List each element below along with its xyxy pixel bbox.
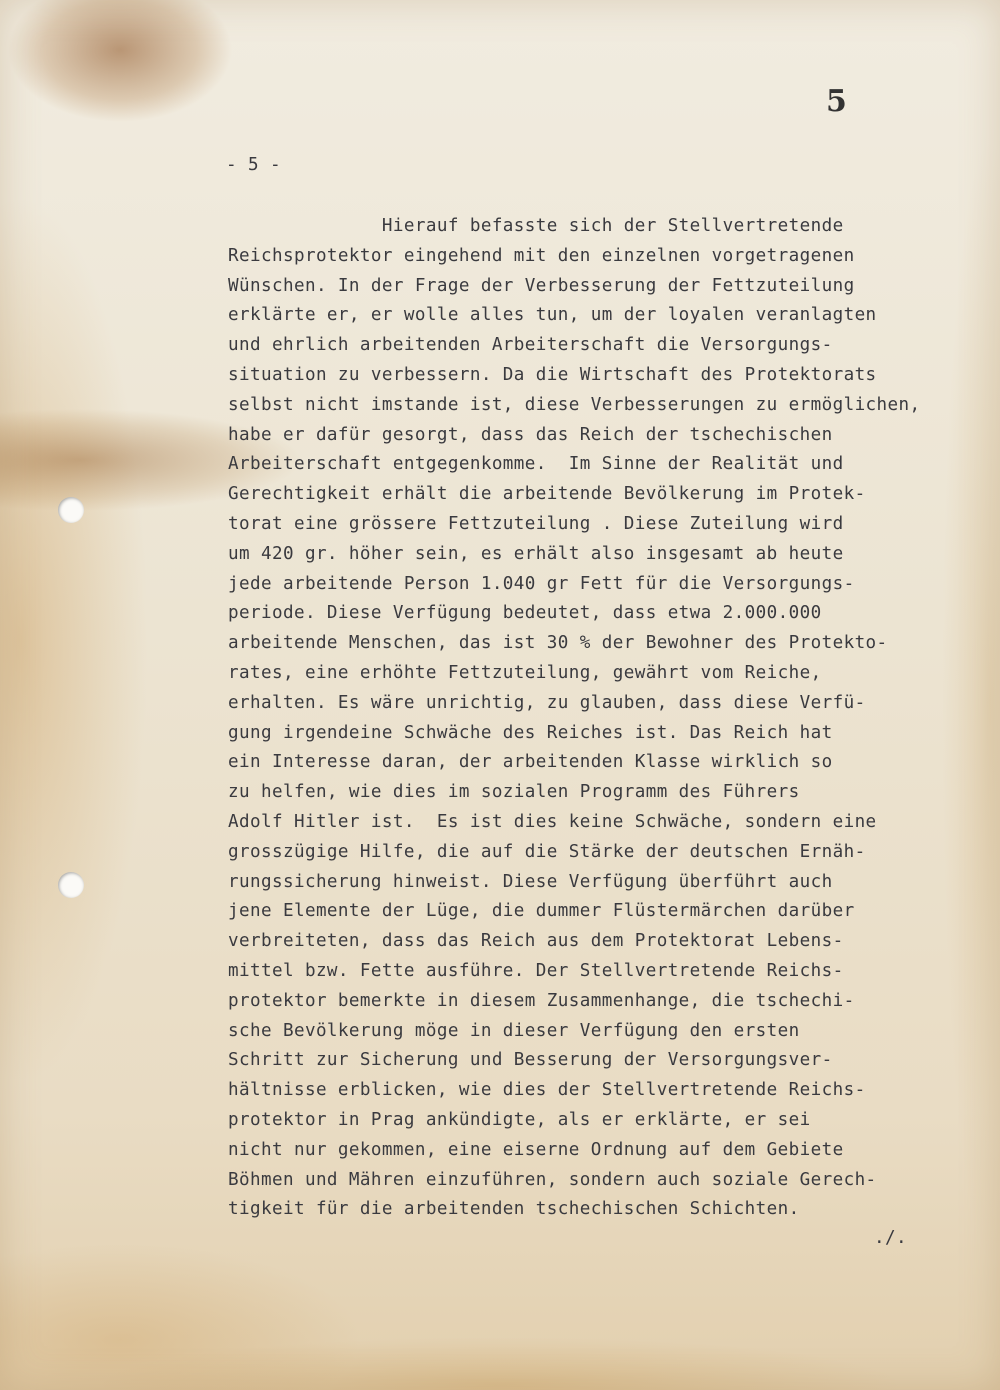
text-line: gung irgendeine Schwäche des Reiches ist. Das Reich hat bbox=[228, 722, 833, 743]
text-line: grosszügige Hilfe, die auf die Stärke der deutschen Ernäh- bbox=[228, 841, 866, 862]
text-line: erhalten. Es wäre unrichtig, zu glauben, dass diese Verfü- bbox=[228, 692, 866, 713]
text-line: torat eine grössere Fettzuteilung . Diese Zuteilung wird bbox=[228, 513, 844, 534]
text-line: sche Bevölkerung möge in dieser Verfügung den ersten bbox=[228, 1020, 800, 1041]
text-line: jede arbeitende Person 1.040 gr Fett für die Versorgungs- bbox=[228, 573, 855, 594]
text-line: nicht nur gekommen, eine eiserne Ordnung auf dem Gebiete bbox=[228, 1139, 844, 1160]
text-line: erklärte er, er wolle alles tun, um der loyalen veranlagten bbox=[228, 305, 877, 326]
text-line: Arbeiterschaft entgegenkomme. Im Sinne der Realität und bbox=[228, 454, 844, 475]
text-line: verbreiteten, dass das Reich aus dem Protektorat Lebens- bbox=[228, 931, 844, 952]
text-line: Reichsprotektor eingehend mit den einzelnen vorgetragenen bbox=[228, 245, 855, 266]
text-line: hältnisse erblicken, wie dies der Stellvertretende Reichs- bbox=[228, 1080, 866, 1101]
text-line: situation zu verbessern. Da die Wirtschaft des Protektorats bbox=[228, 364, 877, 385]
typed-body-text bbox=[228, 212, 921, 1225]
text-line: und ehrlich arbeitenden Arbeiterschaft die Versorgungs- bbox=[228, 335, 833, 356]
text-line: tigkeit für die arbeitenden tschechischen Schichten. bbox=[228, 1199, 800, 1220]
text-line: habe er dafür gesorgt, dass das Reich der tschechischen bbox=[228, 424, 833, 445]
page-marker: - 5 - bbox=[226, 155, 281, 175]
text-line: periode. Diese Verfügung bedeutet, dass etwa 2.000.000 bbox=[228, 603, 822, 624]
punch-hole-top bbox=[58, 497, 84, 523]
punch-hole-bottom bbox=[58, 872, 84, 898]
text-line: zu helfen, wie dies im sozialen Programm des Führers bbox=[228, 782, 800, 803]
text-line: jene Elemente der Lüge, die dummer Flüstermärchen darüber bbox=[228, 901, 855, 922]
text-line: ein Interesse daran, der arbeitenden Klasse wirklich so bbox=[228, 752, 833, 773]
text-line: selbst nicht imstande ist, diese Verbesserungen zu ermöglichen, bbox=[228, 394, 921, 415]
continuation-mark: ./. bbox=[874, 1228, 907, 1248]
text-line: mittel bzw. Fette ausführe. Der Stellvertretende Reichs- bbox=[228, 960, 844, 981]
text-line: rungssicherung hinweist. Diese Verfügung überführt auch bbox=[228, 871, 833, 892]
text-line: protektor in Prag ankündigte, als er erklärte, er sei bbox=[228, 1109, 811, 1130]
text-line: Schritt zur Sicherung und Besserung der Versorgungsver- bbox=[228, 1050, 833, 1071]
text-line: arbeitende Menschen, das ist 30 % der Bewohner des Protekto- bbox=[228, 633, 888, 654]
text-line: Hierauf befasste sich der Stellvertretende bbox=[228, 216, 844, 236]
text-line: protektor bemerkte in diesem Zusammenhange, die tschechi- bbox=[228, 990, 855, 1011]
text-line: um 420 gr. höher sein, es erhält also insgesamt ab heute bbox=[228, 543, 844, 564]
text-line: Böhmen und Mähren einzuführen, sondern auch soziale Gerech- bbox=[228, 1169, 877, 1190]
text-line: rates, eine erhöhte Fettzuteilung, gewährt vom Reiche, bbox=[228, 662, 822, 683]
text-line: Wünschen. In der Frage der Verbesserung der Fettzuteilung bbox=[228, 275, 855, 296]
text-line: Gerechtigkeit erhält die arbeitende Bevölkerung im Protek- bbox=[228, 484, 866, 505]
text-line: Adolf Hitler ist. Es ist dies keine Schwäche, sondern eine bbox=[228, 811, 877, 832]
folio-number: 5 bbox=[826, 84, 847, 119]
